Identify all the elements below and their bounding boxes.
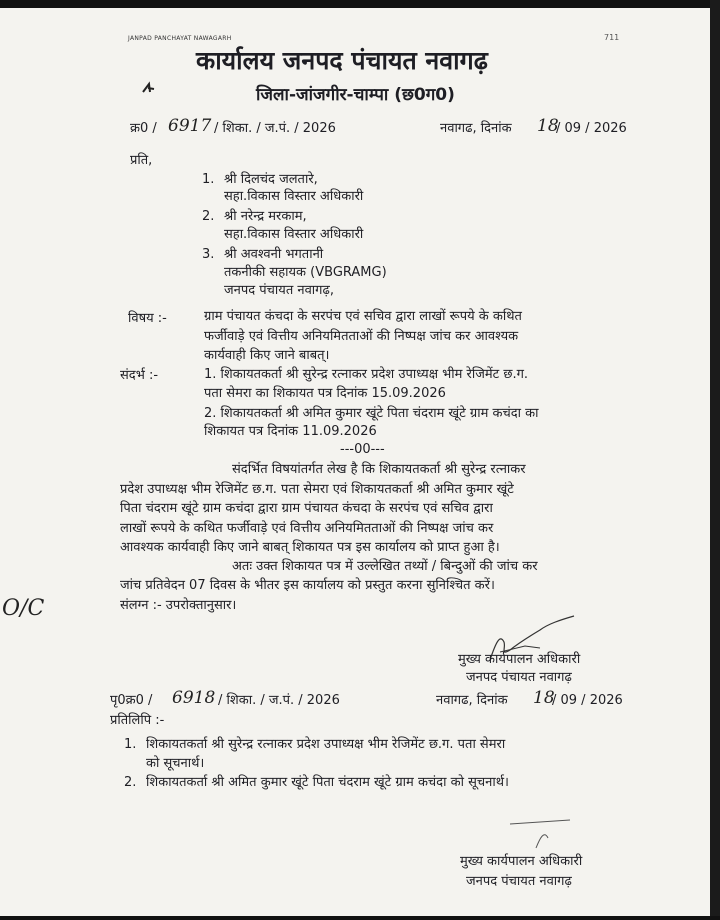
- ref-day: 18: [537, 116, 559, 136]
- copy-1-line-2: को सूचनार्थ।: [146, 756, 205, 771]
- enclosure: संलग्न :- उपरोक्तानुसार।: [120, 598, 237, 613]
- endorsement-number: 6918: [172, 688, 216, 708]
- recipient-3-designation: तकनीकी सहायक (VBGRAMG): [224, 265, 387, 280]
- office-title: कार्यालय जनपद पंचायत नवागढ़: [196, 46, 488, 75]
- recipient-3-num: 3.: [202, 247, 215, 262]
- recipient-2-num: 2.: [202, 209, 215, 224]
- recipient-2-name: श्री नरेन्द्र मरकाम,: [224, 209, 307, 224]
- copy-1-line-1: शिकायतकर्ता श्री सुरेन्द्र रत्नाकर प्रदेश उपाध्यक्ष भीम रेजिमेंट छ.ग. पता सेमरा: [146, 737, 506, 752]
- signature-2-scribble: [500, 808, 580, 852]
- scan-border-top: [0, 0, 720, 8]
- reference-line-3: 2. शिकायतकर्ता श्री अमित कुमार खूंटे पिता चंदराम खूंटे ग्राम कचंदा का: [204, 406, 539, 421]
- reference-line-4: शिकायत पत्र दिनांक 11.09.2026: [204, 424, 377, 439]
- body-line-3: पिता चंदराम खूंटे ग्राम कचंदा द्वारा ग्राम पंचायत कंचदा के सरपंच एवं सचिव द्वारा: [120, 501, 493, 516]
- subject-line-2: फर्जीवाड़े एवं वित्तीय अनियमितताओं की निष्पक्ष जांच कर आवश्यक: [204, 329, 519, 344]
- reference-line-2: पता सेमरा का शिकायत पत्र दिनांक 15.09.2026: [204, 386, 446, 401]
- ink-mark: [140, 80, 158, 102]
- scan-border-bottom: [0, 916, 720, 920]
- copy-2-line-1: शिकायतकर्ता श्री अमित कुमार खूंटे पिता चंदराम खूंटे ग्राम कचंदा को सूचनार्थ।: [146, 775, 509, 790]
- endorsement-place-date: नवागढ, दिनांक: [436, 693, 508, 708]
- body-line-7: जांच प्रतिवेदन 07 दिवस के भीतर इस कार्यालय को प्रस्तुत करना सुनिश्चित करें।: [120, 578, 495, 593]
- scan-border-right: [710, 0, 720, 920]
- recipient-1-name: श्री दिलचंद जलतारे,: [224, 172, 318, 187]
- body-line-6: अतः उक्त शिकायत पत्र में उल्लेखित तथ्यों / बिन्दुओं की जांच कर: [232, 559, 538, 574]
- endorsement-prefix: पृ0क्र0 /: [110, 693, 153, 708]
- body-line-4: लाखों रूपये के कथित फर्जीवाड़े एवं वित्तीय अनियमितताओं की निष्पक्ष जांच कर: [120, 521, 494, 536]
- ref-suffix: / शिका. / ज.पं. / 2026: [214, 121, 336, 136]
- body-line-2: प्रदेश उपाध्यक्ष भीम रेजिमेंट छ.ग. पता सेमरा एवं शिकायतकर्ता श्री अमित कुमार खूंटे: [120, 482, 514, 497]
- subject-line-3: कार्यवाही किए जाने बाबत्।: [204, 348, 330, 363]
- recipient-1-num: 1.: [202, 172, 215, 187]
- header-small-label: JANPAD PANCHAYAT NAWAGARH: [128, 35, 232, 42]
- recipient-3-office: जनपद पंचायत नवागढ़,: [224, 283, 334, 298]
- to-label: प्रति,: [130, 153, 153, 168]
- ref-number: 6917: [168, 116, 212, 136]
- district-line: जिला-जांजगीर-चाम्पा (छ0ग0): [256, 85, 455, 105]
- endorsement-suffix: / शिका. / ज.पं. / 2026: [218, 693, 340, 708]
- recipient-1-designation: सहा.विकास विस्तार अधिकारी: [224, 189, 364, 204]
- ref-month-year: / 09 / 2026: [556, 121, 627, 136]
- copy-1-num: 1.: [124, 737, 137, 752]
- subject-line-1: ग्राम पंचायत कंचदा के सरपंच एवं सचिव द्वारा लाखों रूपये के कथित: [204, 309, 522, 324]
- signature-2-office: जनपद पंचायत नवागढ़: [466, 874, 572, 889]
- reference-line-1: 1. शिकायतकर्ता श्री सुरेन्द्र रत्नाकर प्रदेश उपाध्यक्ष भीम रेजिमेंट छ.ग.: [204, 367, 529, 382]
- signature-1-office: जनपद पंचायत नवागढ़: [466, 670, 572, 685]
- recipient-2-designation: सहा.विकास विस्तार अधिकारी: [224, 227, 364, 242]
- recipient-3-name: श्री अवश्वनी भगतानी: [224, 247, 324, 262]
- copy-label: प्रतिलिपि :-: [110, 713, 165, 728]
- margin-note: O/C: [2, 596, 45, 621]
- endorsement-day: 18: [533, 688, 555, 708]
- reference-label: संदर्भ :-: [120, 368, 159, 383]
- ref-prefix: क्र0 /: [130, 121, 157, 136]
- ref-place-date: नवागढ, दिनांक: [440, 121, 512, 136]
- separator: ---00---: [340, 442, 385, 457]
- copy-2-num: 2.: [124, 775, 137, 790]
- corner-mark: 711: [604, 33, 620, 42]
- endorsement-month-year: / 09 / 2026: [552, 693, 623, 708]
- body-line-5: आवश्यक कार्यवाही किए जाने बाबत् शिकायत पत्र इस कार्यालय को प्राप्त हुआ है।: [120, 540, 500, 555]
- body-line-1: संदर्भित विषयांतर्गत लेख है कि शिकायतकर्ता श्री सुरेन्द्र रत्नाकर: [232, 462, 526, 477]
- signature-1-title: मुख्य कार्यपालन अधिकारी: [458, 652, 581, 667]
- signature-2-title: मुख्य कार्यपालन अधिकारी: [460, 854, 583, 869]
- subject-label: विषय :-: [128, 311, 167, 326]
